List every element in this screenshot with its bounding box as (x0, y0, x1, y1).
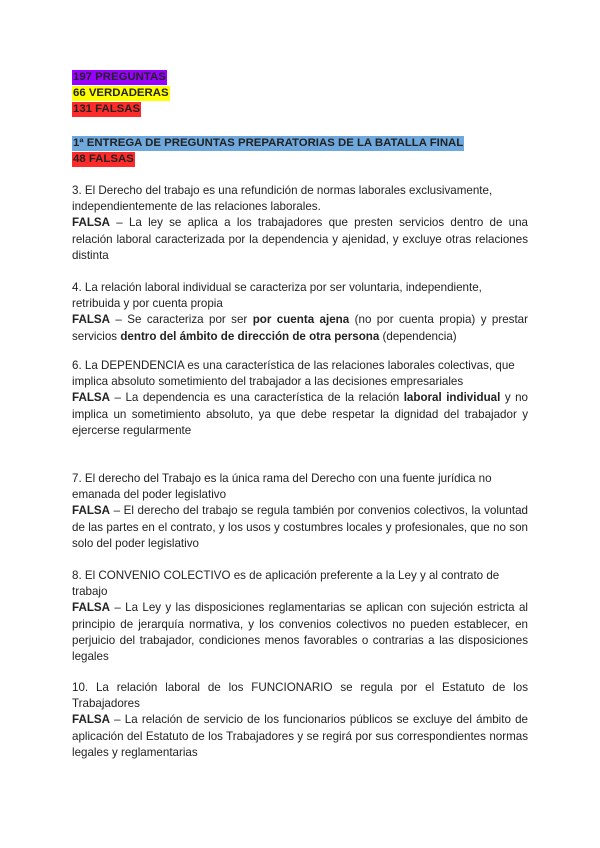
question-text: 4. La relación laboral individual se caracteriza por ser voluntaria, independiente, retribuida y por cuenta propia (72, 281, 482, 311)
section-title-highlight: 1ª ENTREGA DE PREGUNTAS PREPARATORIAS DE LA BATALLA FINAL (73, 137, 464, 149)
answer-text: FALSA – La dependencia es una característica de la relación laboral individual y no implica un sometimiento absoluto, ya que debe respetar la dignidad del trabajador y ejercerse regularmente (72, 391, 528, 437)
answer-label: FALSA (72, 713, 111, 727)
true-count-highlight: 66 VERDADERAS (73, 87, 169, 99)
question-block (72, 280, 528, 345)
question-text: 8. El CONVENIO COLECTIVO es de aplicación preferente a la Ley y al contrato de trabajo (72, 569, 500, 599)
question-text: 7. El derecho del Trabajo es la única rama del Derecho con una fuente jurídica no emanada del poder legislativo (72, 472, 492, 502)
answer-text: FALSA – La Ley y las disposiciones reglamentarias se aplican con sujeción estricta al principio de jerarquía normativa, y los convenios colectivos no pueden establecer, en perjuicio del trabajador, condiciones menos favorables o contrarias a las disposiciones legales (72, 601, 528, 664)
question-block (72, 568, 528, 665)
answer-label: FALSA (72, 391, 111, 405)
answer-text: FALSA – Se caracteriza por ser por cuenta ajena (no por cuenta propia) y prestar servicios dentro del ámbito de dirección de otra persona (dependencia) (72, 313, 528, 343)
question-text: 10. La relación laboral de los FUNCIONARIO se regula por el Estatuto de los Trabajadores (72, 681, 528, 711)
section-false-count-highlight: 48 FALSAS (73, 153, 134, 165)
answer-text: FALSA – El derecho del trabajo se regula también por convenios colectivos, la voluntad de las partes en el contrato, y los usos y costumbres locales y profesionales, que no son solo del poder legislativo (72, 504, 528, 550)
answer-label: FALSA (72, 313, 111, 327)
answer-label: FALSA (72, 216, 111, 230)
answer-text: FALSA – La ley se aplica a los trabajadores que presten servicios dentro de una relación laboral caracterizada por la dependencia y ajenidad, y excluye otras relaciones distinta (72, 216, 528, 262)
question-block (72, 471, 528, 552)
question-text: 3. El Derecho del trabajo es una refundición de normas laborales exclusivamente, independientemente de las relaciones laborales. (72, 184, 493, 214)
question-block (72, 358, 528, 439)
false-count-highlight: 131 FALSAS (73, 103, 141, 115)
question-block (72, 680, 528, 761)
question-text: 6. La DEPENDENCIA es una característica de las relaciones laborales colectivas, que (72, 359, 515, 372)
answer-label: FALSA (72, 601, 111, 615)
question-block (72, 183, 528, 264)
total-questions-highlight: 197 PREGUNTAS (73, 71, 166, 83)
answer-text: FALSA – La relación de servicio de los funcionarios públicos se excluye del ámbito de aplicación del Estatuto de los Trabajadores y se regirá por sus correspondientes normas legales y reglamentarias (72, 713, 528, 759)
answer-label: FALSA (72, 504, 111, 518)
question-text-continued: implica absoluto sometimiento del trabajador a las decisiones empresariales (72, 375, 464, 389)
